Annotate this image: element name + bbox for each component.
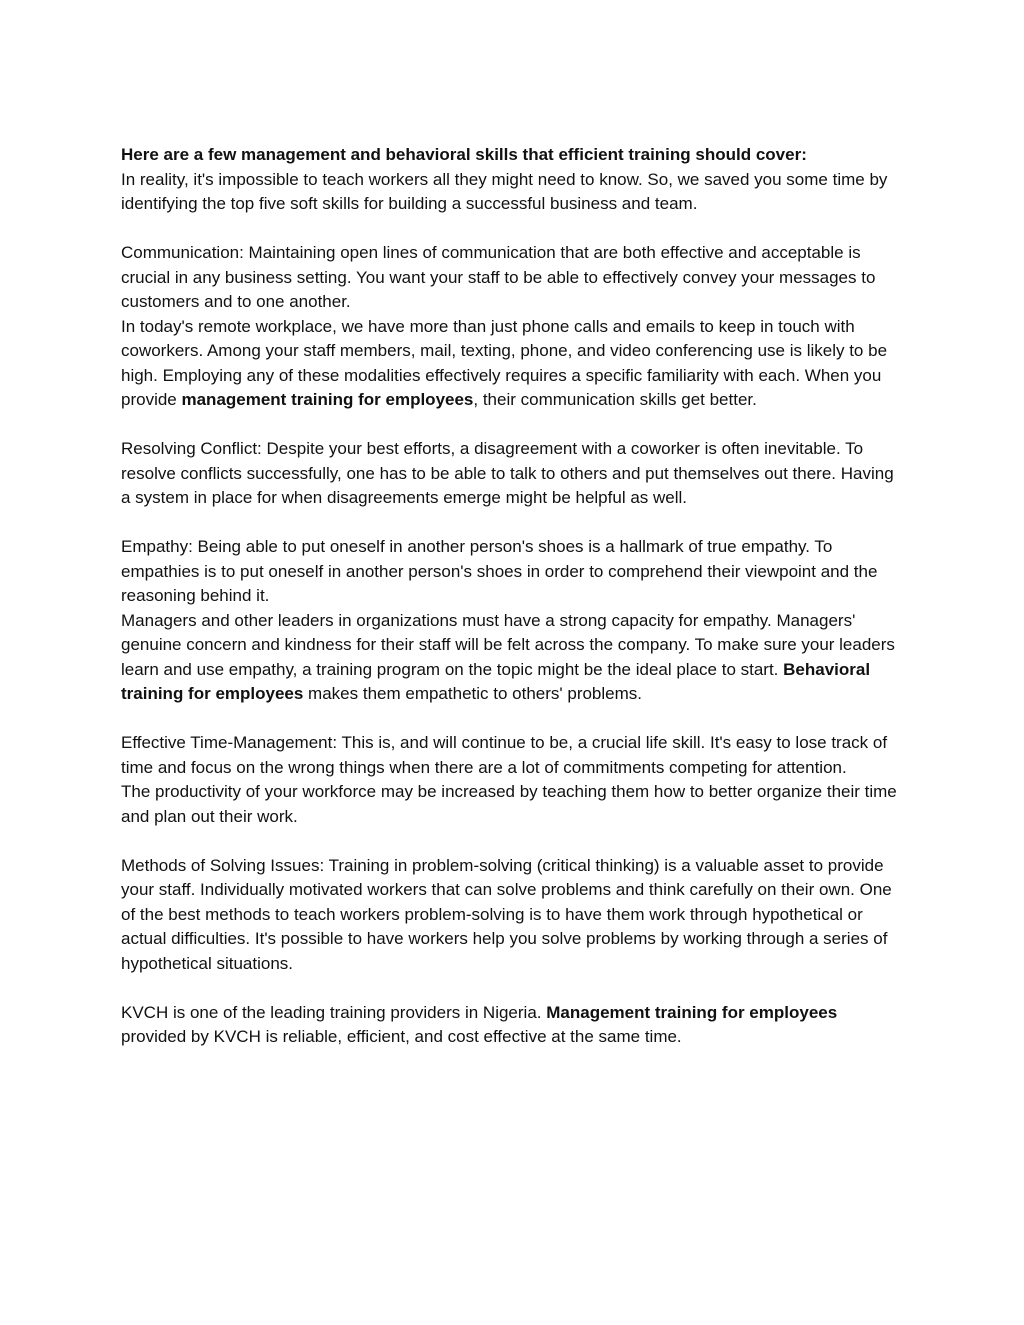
closing-end: provided by KVCH is reliable, efficient, and cost effective at the same time. (121, 1027, 682, 1046)
communication-paragraph: Communication: Maintaining open lines of communication that are both effective and acceptable is crucial in any business setting. You want your staff to be able to effectively convey your messages to customers and to one another. (121, 243, 876, 311)
document-heading: Here are a few management and behavioral skills that efficient training should cover: (121, 145, 807, 164)
closing-paragraph (121, 1001, 903, 1050)
document-page (121, 143, 903, 1050)
problem-solving-paragraph: Methods of Solving Issues: Training in problem-solving (critical thinking) is a valuable asset to provide your staff. Individually motivated workers that can solve problems and think carefully on their own. One of the best methods to teach workers problem-solving is to have them work through hypothetical or actual difficulties. It's possible to have workers help you solve problems by working through a series of hypothetical situations. (121, 855, 892, 973)
time-management-paragraph: Effective Time-Management: This is, and will continue to be, a crucial life skill. It's easy to lose track of time and focus on the wrong things when there are a lot of commitments competing for attention. (121, 733, 888, 777)
closing-text: KVCH is one of the leading training providers in Nigeria. (121, 1002, 547, 1022)
communication-detail-end: , their communication skills get better. (473, 390, 757, 409)
communication-detail-text: In today's remote workplace, we have more than just phone calls and emails to keep in touch with coworkers. Among your staff members, mail, texting, phone, and video conferencing use is likely to be high. Employing any of these modalities effectively requires a specific familiarity with each. When you provide (121, 316, 888, 409)
management-training-highlight: management training for employees (181, 390, 474, 409)
empathy-paragraph: Empathy: Being able to put oneself in another person's shoes is a hallmark of true empathy. To empathies is to put oneself in another person's shoes in order to comprehend their viewpoint and the reasoning behind it. (121, 537, 878, 605)
time-management-detail-paragraph: The productivity of your workforce may be increased by teaching them how to better organize their time and plan out their work. (121, 782, 897, 826)
empathy-detail-end: makes them empathetic to others' problems. (303, 684, 642, 703)
intro-paragraph: In reality, it's impossible to teach workers all they might need to know. So, we saved you some time by identifying the top five soft skills for building a successful business and team. (121, 169, 888, 213)
empathy-detail-text: Managers and other leaders in organizations must have a strong capacity for empathy. Managers' genuine concern and kindness for their staff will be felt across the company. To make sure your leaders learn and use empathy, a training program on the topic might be the ideal place to start. (121, 610, 895, 679)
empathy-detail-paragraph (121, 609, 903, 707)
closing-highlight: Management training for employees (546, 1002, 838, 1022)
conflict-paragraph: Resolving Conflict: Despite your best efforts, a disagreement with a coworker is often inevitable. To resolve conflicts successfully, one has to be able to talk to others and put themselves out there. Having a system in place for when disagreements emerge might be helpful as well. (121, 439, 894, 507)
communication-detail-paragraph (121, 315, 903, 413)
behavioral-training-highlight: Behavioral training for employees (121, 659, 871, 703)
